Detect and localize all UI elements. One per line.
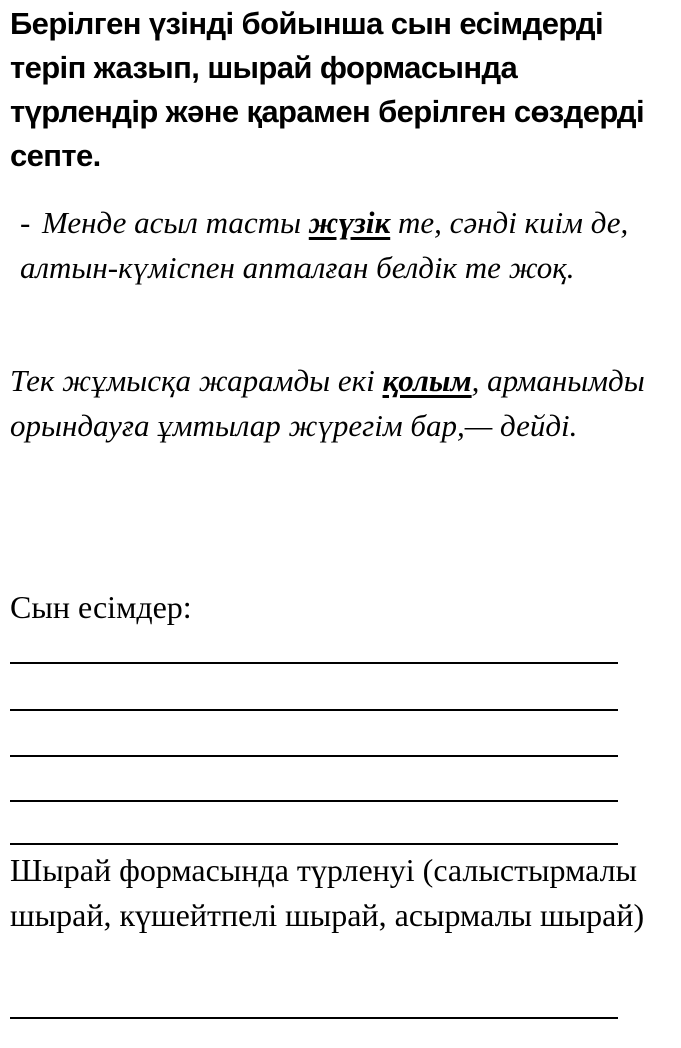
answer-line[interactable] [10, 800, 618, 802]
answer-line[interactable] [10, 662, 618, 664]
excerpt-quote-1 [20, 200, 660, 290]
quote-2-text-end: , арманымды орындауға ұмтылар жүрегім бар,— дейді. [10, 363, 645, 443]
quote-1-text-start: Менде асыл тасты [42, 205, 309, 240]
task-instruction: Берілген үзінді бойынша сын есімдерді теріп жазып, шырай формасында түрлендір және қарамен берілген сөздерді септе. [10, 6, 644, 173]
answer-line[interactable] [10, 1017, 618, 1019]
quote-1-text-end: те, сәнді киім де, алтын-күміспен апталған белдік те жоқ. [20, 205, 629, 285]
quote-2-keyword: қолым [382, 363, 472, 398]
answer-line[interactable] [10, 755, 618, 757]
quote-dash: - [20, 205, 31, 240]
answer-line[interactable] [10, 709, 618, 711]
degree-forms-label: Шырай формасында түрленуі (салыстырмалы шырай, күшейтпелі шырай, асырмалы шырай) [10, 852, 645, 933]
adjectives-label: Сын есімдер: [10, 589, 192, 625]
quote-1-keyword: жүзік [308, 205, 391, 240]
excerpt-quote-2 [10, 358, 660, 448]
answer-line[interactable] [10, 843, 618, 845]
quote-2-text-start: Тек жұмысқа жарамды екі [10, 363, 383, 398]
